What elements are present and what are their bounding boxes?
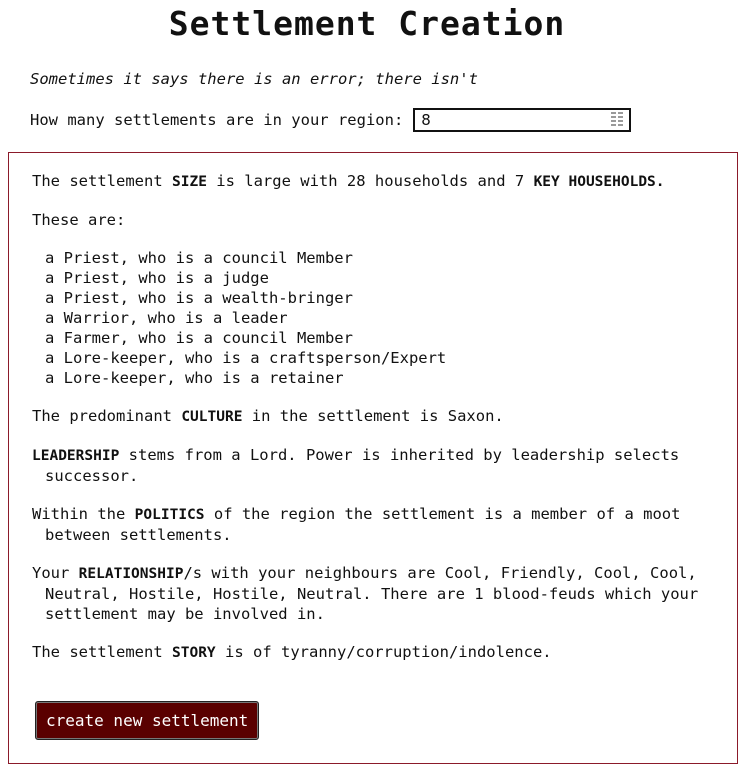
culture-text: in the settlement is Saxon. — [251, 407, 504, 425]
list-item: a Priest, who is a wealth-bringer — [45, 289, 353, 307]
settlement-result-panel — [8, 152, 738, 764]
settlement-description — [32, 171, 722, 681]
relationship-paragraph — [32, 563, 722, 624]
culture-paragraph — [32, 406, 722, 427]
relationship-keyword: RELATIONSHIP — [78, 566, 184, 582]
settlement-count-field[interactable] — [413, 108, 631, 132]
size-prefix: The settlement — [32, 172, 163, 190]
list-item: a Priest, who is a judge — [45, 269, 269, 287]
list-item: a Warrior, who is a leader — [45, 309, 288, 327]
page-title: Settlement Creation — [168, 4, 566, 43]
error-note: Sometimes it says there is an error; there isn't — [30, 70, 478, 88]
list-item: a Farmer, who is a council Member — [45, 329, 353, 347]
settlement-count-label: How many settlements are in your region: — [30, 111, 404, 129]
size-paragraph — [32, 171, 722, 192]
these-are-label: These are: — [32, 211, 126, 229]
politics-prefix: Within the — [32, 505, 126, 523]
culture-prefix: The predominant — [32, 407, 172, 425]
settlement-count-input[interactable] — [415, 110, 611, 130]
key-households-keyword: KEY HOUSEHOLDS. — [533, 174, 665, 190]
create-settlement-button[interactable]: create new settlement — [35, 701, 259, 740]
politics-paragraph — [32, 504, 722, 545]
culture-keyword: CULTURE — [181, 409, 243, 425]
settlement-count-row — [30, 108, 631, 132]
household-list — [32, 248, 722, 388]
story-keyword: STORY — [172, 645, 216, 661]
list-item: a Priest, who is a council Member — [45, 249, 353, 267]
leadership-paragraph — [32, 445, 722, 486]
list-item: a Lore-keeper, who is a retainer — [45, 369, 344, 387]
spinner-icon[interactable] — [611, 112, 625, 128]
politics-text: of the region the settlement is a member of a moot between settlements. — [45, 505, 681, 544]
leadership-keyword: LEADERSHIP — [32, 448, 120, 464]
story-prefix: The settlement — [32, 643, 163, 661]
leadership-text: stems from a Lord. Power is inherited by leadership selects successor. — [45, 446, 680, 485]
size-keyword: SIZE — [172, 174, 207, 190]
size-text: is large with 28 households and 7 — [216, 172, 525, 190]
story-text: is of tyranny/corruption/indolence. — [225, 643, 552, 661]
relationship-prefix: Your — [32, 564, 70, 582]
politics-keyword: POLITICS — [134, 507, 205, 523]
list-item: a Lore-keeper, who is a craftsperson/Expert — [45, 349, 447, 367]
story-paragraph — [32, 642, 722, 663]
relationship-text: /s with your neighbours are Cool, Friendly, Cool, Cool, Neutral, Hostile, Hostile, Neutral. There are 1 blood-feuds which your settlement may be involved in. — [45, 564, 699, 623]
